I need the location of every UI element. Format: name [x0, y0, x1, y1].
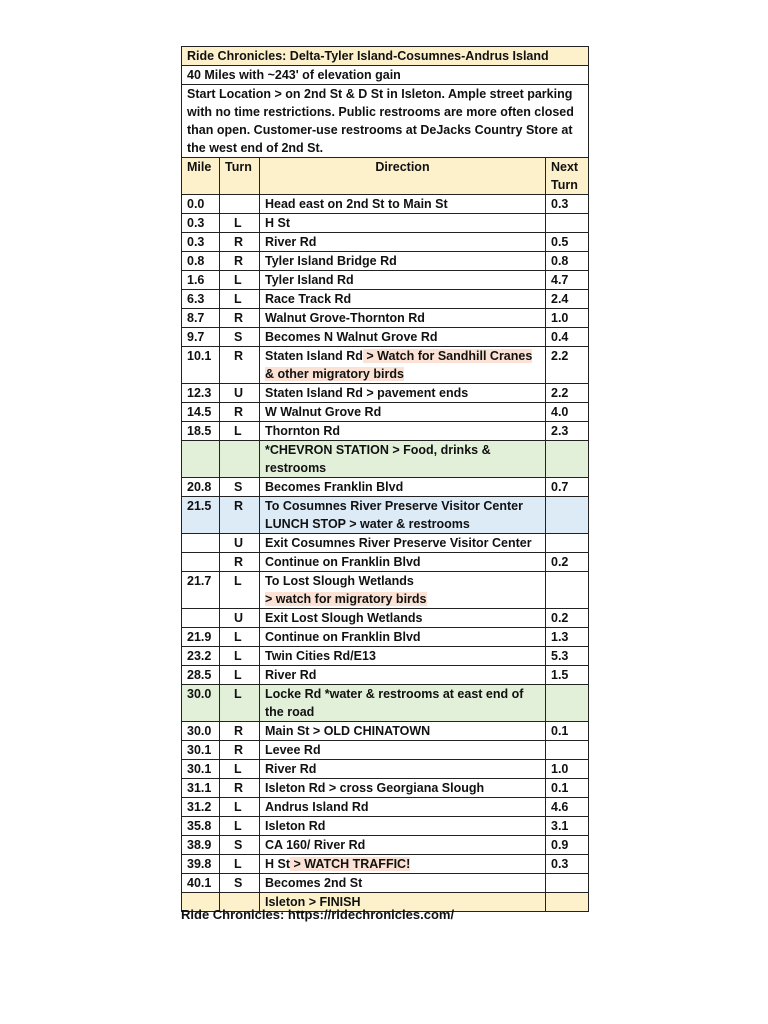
- cue-row: [182, 722, 589, 741]
- cue-turn: L: [220, 422, 260, 441]
- cue-mile: 0.3: [182, 233, 220, 252]
- cue-turn: L: [220, 572, 260, 609]
- cue-direction-text: River Rd: [265, 762, 317, 776]
- cue-direction-text: Main St > OLD CHINATOWN: [265, 724, 431, 738]
- cue-turn: L: [220, 290, 260, 309]
- cue-row: [182, 422, 589, 441]
- cue-mile: 21.5: [182, 497, 220, 534]
- cue-mile: 28.5: [182, 666, 220, 685]
- cue-direction-text: Continue on Franklin Blvd: [265, 630, 421, 644]
- cue-direction-text: Twin Cities Rd/E13: [265, 649, 376, 663]
- cue-row: [182, 741, 589, 760]
- cue-turn: R: [220, 553, 260, 572]
- cue-direction: [260, 441, 546, 478]
- cue-direction-text: River Rd: [265, 668, 317, 682]
- cue-next-turn: 0.7: [546, 478, 589, 497]
- cue-direction-text: H St: [265, 857, 290, 871]
- cue-direction: [260, 271, 546, 290]
- cue-direction: [260, 779, 546, 798]
- cue-mile: 8.7: [182, 309, 220, 328]
- cue-next-turn: 1.3: [546, 628, 589, 647]
- cue-row: [182, 403, 589, 422]
- cue-direction: [260, 422, 546, 441]
- cue-mile: 23.2: [182, 647, 220, 666]
- cue-next-turn: 0.2: [546, 609, 589, 628]
- cue-mile: [182, 609, 220, 628]
- cue-turn: U: [220, 534, 260, 553]
- cue-mile: 21.7: [182, 572, 220, 609]
- cue-direction: [260, 290, 546, 309]
- cue-row: [182, 609, 589, 628]
- cue-row: [182, 685, 589, 722]
- cue-direction: [260, 553, 546, 572]
- cue-row: [182, 836, 589, 855]
- cue-row: [182, 534, 589, 553]
- cue-next-turn: 0.1: [546, 779, 589, 798]
- cue-next-turn: 2.2: [546, 384, 589, 403]
- cue-mile: 31.2: [182, 798, 220, 817]
- cue-direction-text: Thornton Rd: [265, 424, 340, 438]
- cue-turn: R: [220, 309, 260, 328]
- cue-mile: 1.6: [182, 271, 220, 290]
- cue-turn: L: [220, 647, 260, 666]
- cue-next-turn: 2.2: [546, 347, 589, 384]
- cue-direction-text: CA 160/ River Rd: [265, 838, 366, 852]
- cue-direction: [260, 497, 546, 534]
- cue-mile: 31.1: [182, 779, 220, 798]
- cue-direction: [260, 384, 546, 403]
- ride-distance: 40 Miles with ~243' of elevation gain: [182, 66, 589, 85]
- cue-row: [182, 347, 589, 384]
- cue-row: [182, 441, 589, 478]
- cue-next-turn: 1.0: [546, 760, 589, 779]
- cue-mile: 9.7: [182, 328, 220, 347]
- cue-turn: L: [220, 685, 260, 722]
- cue-direction: [260, 855, 546, 874]
- footer-credit: Ride Chronicles: https://ridechronicles.com/: [181, 907, 455, 922]
- cue-turn: L: [220, 817, 260, 836]
- cue-turn: L: [220, 214, 260, 233]
- cue-row: [182, 195, 589, 214]
- cue-direction: [260, 572, 546, 609]
- cue-turn: S: [220, 328, 260, 347]
- cue-turn: R: [220, 497, 260, 534]
- cue-direction-text: To Cosumnes River Preserve Visitor Center LUNCH STOP > water & restrooms: [265, 499, 523, 531]
- cue-turn: S: [220, 836, 260, 855]
- header-mile: Mile: [182, 158, 220, 195]
- cue-row: [182, 798, 589, 817]
- cue-sheet-table: [181, 46, 589, 912]
- cue-row: [182, 497, 589, 534]
- cue-direction-text: Continue on Franklin Blvd: [265, 555, 421, 569]
- cue-next-turn: 4.6: [546, 798, 589, 817]
- cue-mile: 20.8: [182, 478, 220, 497]
- cue-direction-text: Tyler Island Rd: [265, 273, 354, 287]
- cue-turn: R: [220, 403, 260, 422]
- cue-direction-text: Tyler Island Bridge Rd: [265, 254, 397, 268]
- cue-row: [182, 666, 589, 685]
- cue-next-turn: 0.2: [546, 553, 589, 572]
- cue-next-turn: [546, 893, 589, 912]
- cue-direction: [260, 609, 546, 628]
- cue-direction-text: Locke Rd *water & restrooms at east end of the road: [265, 687, 524, 719]
- cue-row: [182, 760, 589, 779]
- cue-next-turn: 1.5: [546, 666, 589, 685]
- cue-next-turn: [546, 214, 589, 233]
- cue-mile: 30.0: [182, 685, 220, 722]
- cue-direction-text: Isleton Rd > cross Georgiana Slough: [265, 781, 485, 795]
- cue-direction-highlight: > Watch for Sandhill Cranes & other migratory birds: [265, 349, 533, 381]
- cue-mile: 0.3: [182, 214, 220, 233]
- cue-row: [182, 214, 589, 233]
- cue-direction-text: Isleton > FINISH: [265, 895, 361, 909]
- cue-turn: R: [220, 722, 260, 741]
- cue-next-turn: 0.1: [546, 722, 589, 741]
- cue-next-turn: [546, 685, 589, 722]
- cue-direction-highlight: > watch for migratory birds: [265, 592, 427, 606]
- cue-direction-text: Staten Island Rd: [265, 349, 363, 363]
- cue-direction-text: Staten Island Rd > pavement ends: [265, 386, 469, 400]
- cue-row: [182, 647, 589, 666]
- header-turn: Turn: [220, 158, 260, 195]
- cue-row: [182, 478, 589, 497]
- cue-turn: L: [220, 798, 260, 817]
- cue-next-turn: 0.3: [546, 195, 589, 214]
- cue-next-turn: [546, 741, 589, 760]
- cue-mile: 38.9: [182, 836, 220, 855]
- cue-direction-text: W Walnut Grove Rd: [265, 405, 382, 419]
- cue-row: [182, 309, 589, 328]
- cue-direction: [260, 478, 546, 497]
- cue-turn: L: [220, 760, 260, 779]
- cue-direction-text: H St: [265, 216, 290, 230]
- cue-direction-text: Race Track Rd: [265, 292, 352, 306]
- cue-direction-text: Exit Cosumnes River Preserve Visitor Center: [265, 536, 532, 550]
- cue-next-turn: 0.4: [546, 328, 589, 347]
- cue-row: [182, 553, 589, 572]
- ride-title: Ride Chronicles: Delta-Tyler Island-Cosumnes-Andrus Island: [182, 47, 589, 66]
- cue-row: [182, 252, 589, 271]
- cue-next-turn: [546, 534, 589, 553]
- cue-direction: [260, 347, 546, 384]
- cue-turn: S: [220, 478, 260, 497]
- cue-direction: [260, 233, 546, 252]
- cue-mile: 35.8: [182, 817, 220, 836]
- cue-direction-text: Andrus Island Rd: [265, 800, 369, 814]
- cue-mile: 39.8: [182, 855, 220, 874]
- cue-mile: 30.0: [182, 722, 220, 741]
- cue-mile: 0.0: [182, 195, 220, 214]
- cue-direction-text: Becomes Franklin Blvd: [265, 480, 404, 494]
- cue-direction: [260, 722, 546, 741]
- cue-turn: R: [220, 233, 260, 252]
- cue-direction-text: Exit Lost Slough Wetlands: [265, 611, 423, 625]
- cue-row: [182, 628, 589, 647]
- cue-next-turn: 5.3: [546, 647, 589, 666]
- cue-next-turn: 2.3: [546, 422, 589, 441]
- cue-turn: U: [220, 609, 260, 628]
- cue-row: [182, 817, 589, 836]
- cue-direction: [260, 309, 546, 328]
- cue-next-turn: 0.9: [546, 836, 589, 855]
- cue-next-turn: [546, 441, 589, 478]
- cue-mile: 0.8: [182, 252, 220, 271]
- cue-turn: S: [220, 874, 260, 893]
- cue-mile: [182, 553, 220, 572]
- cue-direction-text: Head east on 2nd St to Main St: [265, 197, 448, 211]
- cue-mile: 30.1: [182, 741, 220, 760]
- cue-turn: R: [220, 347, 260, 384]
- cue-turn: R: [220, 779, 260, 798]
- cue-mile: 18.5: [182, 422, 220, 441]
- cue-row: [182, 572, 589, 609]
- cue-row: [182, 874, 589, 893]
- cue-turn: R: [220, 252, 260, 271]
- cue-mile: [182, 534, 220, 553]
- cue-next-turn: [546, 497, 589, 534]
- cue-mile: 21.9: [182, 628, 220, 647]
- cue-direction: [260, 628, 546, 647]
- cue-direction-highlight: > WATCH TRAFFIC!: [290, 857, 411, 871]
- cue-next-turn: 2.4: [546, 290, 589, 309]
- cue-row: [182, 779, 589, 798]
- cue-turn: L: [220, 666, 260, 685]
- cue-direction: [260, 252, 546, 271]
- cue-direction: [260, 403, 546, 422]
- cue-row: [182, 384, 589, 403]
- cue-mile: 10.1: [182, 347, 220, 384]
- cue-direction: [260, 666, 546, 685]
- cue-mile: [182, 441, 220, 478]
- cue-turn: L: [220, 628, 260, 647]
- cue-direction-text: River Rd: [265, 235, 317, 249]
- cue-direction: [260, 874, 546, 893]
- cue-row: [182, 233, 589, 252]
- cue-turn: L: [220, 855, 260, 874]
- cue-next-turn: [546, 572, 589, 609]
- cue-turn: L: [220, 271, 260, 290]
- cue-mile: 30.1: [182, 760, 220, 779]
- cue-mile: 12.3: [182, 384, 220, 403]
- cue-direction-text: Becomes 2nd St: [265, 876, 363, 890]
- cue-direction-text: Levee Rd: [265, 743, 321, 757]
- header-direction: Direction: [260, 158, 546, 195]
- cue-turn: [220, 195, 260, 214]
- cue-direction: [260, 798, 546, 817]
- cue-direction-text: Becomes N Walnut Grove Rd: [265, 330, 438, 344]
- cue-direction-text: *CHEVRON STATION > Food, drinks & restrooms: [265, 443, 491, 475]
- cue-direction: [260, 741, 546, 760]
- cue-direction: [260, 534, 546, 553]
- cue-next-turn: 1.0: [546, 309, 589, 328]
- cue-direction: [260, 195, 546, 214]
- start-location-info: Start Location > on 2nd St & D St in Isleton. Ample street parking with no time restrictions. Public restrooms are more often closed than open. Customer-use restrooms at DeJacks Country Store at the west end of 2nd St.: [182, 85, 589, 158]
- cue-row: [182, 855, 589, 874]
- cue-next-turn: 0.8: [546, 252, 589, 271]
- cue-direction: [260, 328, 546, 347]
- cue-turn: U: [220, 384, 260, 403]
- cue-next-turn: 3.1: [546, 817, 589, 836]
- cue-direction-text: To Lost Slough Wetlands: [265, 574, 414, 588]
- cue-direction: [260, 685, 546, 722]
- cue-mile: 6.3: [182, 290, 220, 309]
- cue-row: [182, 271, 589, 290]
- cue-direction: [260, 647, 546, 666]
- cue-direction: [260, 214, 546, 233]
- cue-next-turn: [546, 874, 589, 893]
- cue-direction-text: Isleton Rd: [265, 819, 326, 833]
- cue-mile: 14.5: [182, 403, 220, 422]
- cue-direction: [260, 817, 546, 836]
- cue-row: [182, 328, 589, 347]
- cue-turn: [220, 441, 260, 478]
- cue-mile: 40.1: [182, 874, 220, 893]
- cue-turn: R: [220, 741, 260, 760]
- cue-direction: [260, 760, 546, 779]
- cue-direction: [260, 836, 546, 855]
- cue-next-turn: 4.0: [546, 403, 589, 422]
- cue-next-turn: 4.7: [546, 271, 589, 290]
- header-next-turn: Next Turn: [546, 158, 589, 195]
- cue-next-turn: 0.5: [546, 233, 589, 252]
- cue-next-turn: 0.3: [546, 855, 589, 874]
- cue-row: [182, 290, 589, 309]
- cue-direction-text: Walnut Grove-Thornton Rd: [265, 311, 425, 325]
